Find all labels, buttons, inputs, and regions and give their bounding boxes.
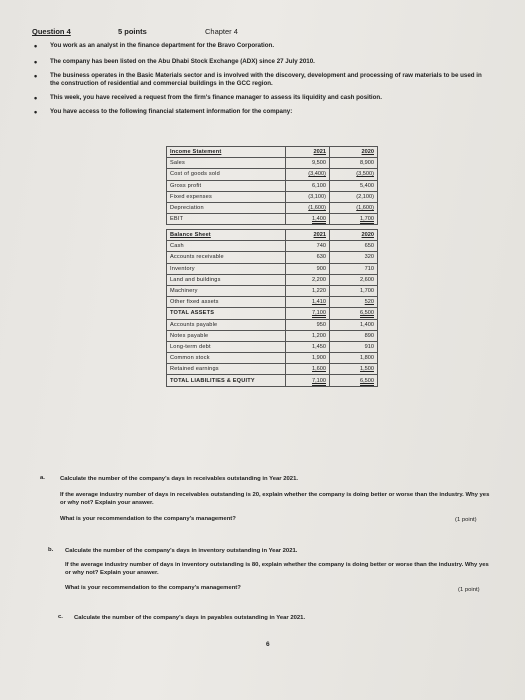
cell-2021: 740	[286, 241, 330, 252]
question-a-line2: If the average industry number of days in receivables outstanding is 20, explain whether the company is doing better or worse than the industry. Why yes or why not? Explain your answer.	[60, 492, 490, 506]
table-row	[167, 202, 378, 213]
cell-2021: 7,100	[286, 308, 330, 319]
row-label: EBIT	[167, 214, 286, 225]
cell-2020: 520	[330, 297, 378, 308]
cell-2021: 1,600	[286, 364, 330, 375]
cell-2021: 6,100	[286, 180, 330, 191]
cell-2020: 1,700	[330, 285, 378, 296]
table-row	[167, 214, 378, 225]
row-label: Cash	[167, 241, 286, 252]
row-label: Other fixed assets	[167, 297, 286, 308]
cell-2021: (1,600)	[286, 202, 330, 213]
column-header-2020: 2020	[330, 147, 378, 158]
bullet-item: • You have access to the following financial statement information for the company:	[32, 108, 492, 116]
column-header-2021: 2021	[286, 230, 330, 241]
row-label: TOTAL LIABILITIES & EQUITY	[167, 375, 286, 386]
table-row	[167, 169, 378, 180]
column-header-2021: 2021	[286, 147, 330, 158]
row-label: Notes payable	[167, 330, 286, 341]
row-label: Retained earnings	[167, 364, 286, 375]
cell-2020: 6,500	[330, 375, 378, 386]
row-label: Fixed expenses	[167, 191, 286, 202]
row-label: Machinery	[167, 285, 286, 296]
cell-2021: 1,400	[286, 214, 330, 225]
question-a-points: (1 point)	[455, 517, 477, 523]
cell-2020: 320	[330, 252, 378, 263]
table-row	[167, 330, 378, 341]
table-row	[167, 241, 378, 252]
cell-2020: 1,400	[330, 319, 378, 330]
cell-2020: (1,600)	[330, 202, 378, 213]
question-a-line3: What is your recommendation to the company's management?	[60, 516, 236, 522]
cell-2021: 630	[286, 252, 330, 263]
question-b-line1: Calculate the number of the company's days in inventory outstanding in Year 2021.	[65, 548, 298, 554]
row-label: Inventory	[167, 263, 286, 274]
chapter-label: Chapter 4	[205, 27, 238, 36]
bullet-item: • The business operates in the Basic Materials sector and is involved with the discovery, development and processing of raw materials to be used in the construction of residential and commercial buildings in the GCC region.	[32, 72, 492, 88]
table-row	[167, 285, 378, 296]
income-statement-title: Income Statement	[167, 147, 286, 158]
cell-2020: (3,500)	[330, 169, 378, 180]
cell-2020: 2,600	[330, 274, 378, 285]
balance-sheet-title: Balance Sheet	[167, 230, 286, 241]
table-row	[167, 341, 378, 352]
cell-2020: 910	[330, 341, 378, 352]
table-row	[167, 308, 378, 319]
row-label: Accounts payable	[167, 319, 286, 330]
row-label: Cost of goods sold	[167, 169, 286, 180]
cell-2021: 9,500	[286, 158, 330, 169]
question-c-letter: c.	[58, 614, 63, 620]
column-header-2020: 2020	[330, 230, 378, 241]
bullet-item: • The company has been listed on the Abu Dhabi Stock Exchange (ADX) since 27 July 2010.	[32, 58, 492, 66]
income-statement-table	[166, 146, 378, 225]
row-label: Land and buildings	[167, 274, 286, 285]
question-number: Question 4	[32, 27, 71, 36]
cell-2020: 710	[330, 263, 378, 274]
table-row	[167, 252, 378, 263]
cell-2021: 1,410	[286, 297, 330, 308]
balance-sheet-table	[166, 229, 378, 387]
question-b-points: (1 point)	[458, 587, 480, 593]
cell-2021: (3,400)	[286, 169, 330, 180]
cell-2021: 1,220	[286, 285, 330, 296]
page-number: 6	[266, 641, 270, 648]
table-row	[167, 319, 378, 330]
cell-2020: 8,900	[330, 158, 378, 169]
cell-2020: 1,700	[330, 214, 378, 225]
table-row	[167, 180, 378, 191]
table-header-row	[167, 147, 378, 158]
cell-2021: 1,200	[286, 330, 330, 341]
cell-2021: 950	[286, 319, 330, 330]
question-a-letter: a.	[40, 475, 45, 481]
question-a-line1: Calculate the number of the company's days in receivables outstanding in Year 2021.	[60, 476, 298, 482]
row-label: TOTAL ASSETS	[167, 308, 286, 319]
question-c-line1: Calculate the number of the company's days in payables outstanding in Year 2021.	[74, 615, 306, 621]
row-label: Long-term debt	[167, 341, 286, 352]
table-row	[167, 274, 378, 285]
cell-2020: 5,400	[330, 180, 378, 191]
table-row	[167, 375, 378, 386]
question-b-line3: What is your recommendation to the company's management?	[65, 585, 241, 591]
cell-2020: 6,500	[330, 308, 378, 319]
cell-2021: 900	[286, 263, 330, 274]
cell-2021: 1,450	[286, 341, 330, 352]
row-label: Gross profit	[167, 180, 286, 191]
table-row	[167, 297, 378, 308]
cell-2020: 890	[330, 330, 378, 341]
cell-2020: 1,500	[330, 364, 378, 375]
table-row	[167, 191, 378, 202]
row-label: Accounts receivable	[167, 252, 286, 263]
table-row	[167, 263, 378, 274]
table-row	[167, 364, 378, 375]
row-label: Sales	[167, 158, 286, 169]
question-b-line2: If the average industry number of days in inventory outstanding is 80, explain whether the company is doing better or worse than the industry. Why yes or why not? Explain your answer.	[65, 562, 489, 576]
question-b-letter: b.	[48, 547, 54, 553]
cell-2021: (3,100)	[286, 191, 330, 202]
table-header-row	[167, 230, 378, 241]
cell-2020: 1,800	[330, 353, 378, 364]
table-row	[167, 353, 378, 364]
bullet-item: • You work as an analyst in the finance department for the Bravo Corporation.	[32, 42, 492, 50]
row-label: Common stock	[167, 353, 286, 364]
cell-2021: 1,900	[286, 353, 330, 364]
bullet-item: • This week, you have received a request from the firm's finance manager to assess its liquidity and cash position.	[32, 94, 492, 102]
scenario-bullets	[32, 42, 492, 124]
cell-2020: (2,100)	[330, 191, 378, 202]
cell-2021: 2,200	[286, 274, 330, 285]
cell-2021: 7,100	[286, 375, 330, 386]
question-points: 5 points	[118, 27, 147, 36]
cell-2020: 650	[330, 241, 378, 252]
row-label: Depreciation	[167, 202, 286, 213]
table-row	[167, 158, 378, 169]
